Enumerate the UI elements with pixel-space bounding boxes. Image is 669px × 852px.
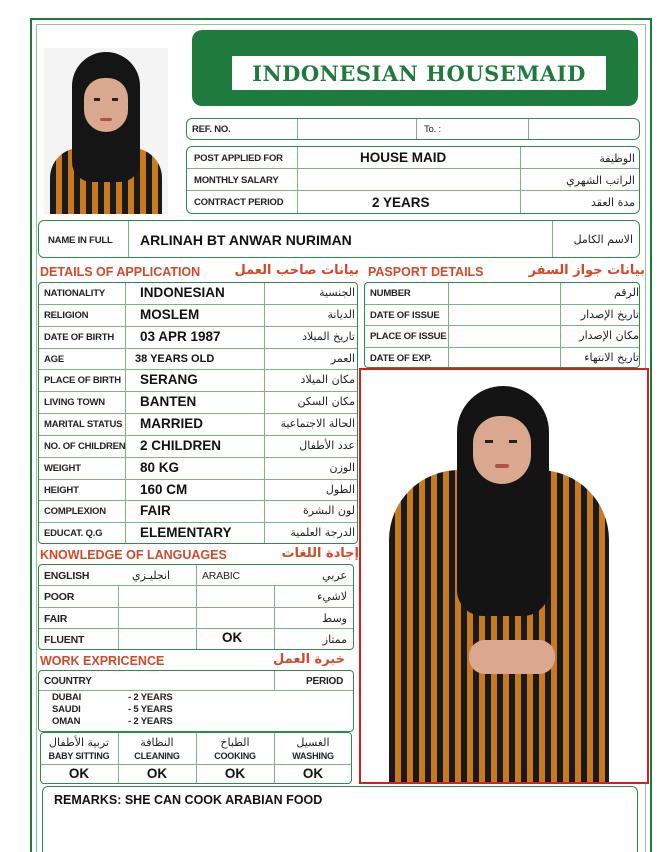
full-body-photo [359,368,649,784]
row-divider [39,369,357,370]
ref-no-row [186,118,640,140]
skill-label: BABY SITTING [48,751,110,761]
name-ar: الاسم الكامل [573,233,633,246]
work-title-ar: خبرة العمل [273,652,345,667]
skill-ar: الغسيل [296,736,330,749]
application-row-value: FAIR [140,503,171,519]
country-label: COUNTRY [44,676,92,687]
application-row-label: MARITAL STATUS [44,419,123,430]
remarks-text: REMARKS: SHE CAN COOK ARABIAN FOOD [54,793,323,807]
contract-period-value: 2 YEARS [372,195,430,210]
skill-ar: تربية الأطفال [49,736,109,749]
skill-value: OK [68,766,90,781]
contract-period-ar: مدة العقد [591,196,635,209]
page-title: INDONESIAN HOUSEMAID [232,56,606,90]
application-row-value: 160 CM [140,481,188,497]
level-poor-label: POOR [44,591,75,603]
row-divider [39,326,357,327]
application-title-ar: بيانات صاحب العمل [234,263,359,278]
row-divider [39,391,357,392]
application-row-label: HEIGHT [44,484,79,496]
contract-period-label: CONTRACT PERIOD [194,197,284,208]
passport-row-label: DATE OF ISSUE [370,309,440,321]
skill-label: COOKING [214,751,256,761]
skill-value: OK [302,766,324,781]
row-divider [365,325,639,326]
application-row-value: 2 CHILDREN [140,437,222,453]
application-row-label: NATIONALITY [44,288,105,299]
application-row-value: 03 APR 1987 [140,328,221,344]
arabic-ar: عربي [322,569,347,582]
name-value: ARLINAH BT ANWAR NURIMAN [140,232,352,248]
level-fair-label: FAIR [44,613,68,625]
post-applied-label: POST APPLIED FOR [194,153,283,164]
passport-row-label: PLACE OF ISSUE [370,331,447,342]
skill-ar: النظافة [140,736,174,749]
application-row-label: WEIGHT [44,462,81,474]
row-divider [39,304,357,305]
row-divider [39,457,357,458]
application-row-value: 80 KG [140,459,180,475]
passport-row-ar: تاريخ الإصدار [580,307,639,321]
work-period: - 2 YEARS [128,692,173,703]
work-country: SAUDI [52,704,81,715]
work-period: - 5 YEARS [128,704,173,715]
row-divider [39,500,357,501]
application-row-label: PLACE OF BIRTH [44,375,121,387]
english-ar: انجليـزي [132,569,171,582]
english-label: ENGLISH [44,570,90,582]
row-divider [39,522,357,523]
work-period: - 2 YEARS [128,716,173,727]
application-row-value: MARRIED [140,416,203,431]
ref-no-label: REF. NO. [192,124,231,135]
level-fluent-ar: ممتاز [322,633,347,646]
passport-row-ar: الرقم [613,286,639,299]
application-row-value: MOSLEM [140,306,200,322]
application-row-label: COMPLEXION [44,506,106,518]
passport-row-ar: مكان الإصدار [579,329,639,342]
passport-row-label: DATE OF EXP. [370,352,432,364]
name-label: NAME IN FULL [48,235,113,246]
application-row-ar: الديانة [327,307,355,321]
application-row-ar: مكان الميلاد [300,373,355,387]
application-row-label: AGE [44,353,64,365]
skill-label: WASHING [292,751,334,761]
row-divider [39,348,357,349]
application-row-value: INDONESIAN [140,285,225,300]
application-row-label: DATE OF BIRTH [44,331,115,343]
application-row-ar: مكان السكن [297,395,355,409]
work-country: DUBAI [52,692,82,703]
languages-title-ar: إجادة اللغات [281,546,359,561]
application-row-ar: الطول [325,482,355,496]
passport-row-label: NUMBER [370,288,411,299]
application-title: DETAILS OF APPLICATION [40,265,201,279]
level-fair-ar: وسط [322,612,347,625]
period-label: PERIOD [306,676,344,687]
application-row-ar: عدد الأطفال [299,438,355,452]
to-label: To. : [424,124,441,135]
work-country: OMAN [52,716,81,727]
skill-ar: الطباخ [220,736,250,749]
application-row-label: LIVING TOWN [44,397,105,409]
level-fluent-label: FLUENT [44,634,85,646]
passport-title: PASPORT DETAILS [368,265,484,279]
application-row-label: NO. OF CHILDREN [44,440,126,452]
monthly-salary-label: MONTHLY SALARY [194,175,279,186]
languages-title: KNOWLEDGE OF LANGUAGES [40,548,227,562]
application-row-value: SERANG [140,372,198,388]
skill-label: CLEANING [134,751,180,761]
application-row-ar: تاريخ الميلاد [302,329,355,343]
arabic-label: ARABIC [202,570,240,582]
skill-value: OK [224,766,246,781]
passport-title-ar: بيانات جواز السفر [528,263,645,278]
application-row-ar: الوزن [329,460,355,474]
post-applied-ar: الوظيفة [599,152,635,165]
post-applied-value: HOUSE MAID [360,150,447,165]
small-portrait-photo [44,48,168,214]
application-row-value: ELEMENTARY [140,525,232,541]
work-title: WORK EXPRICENCE [40,654,165,668]
application-row-ar: الجنسية [319,286,355,299]
application-row-ar: الدرجة العلمية [290,526,355,540]
application-row-ar: الحالة الاجتماعية [280,417,355,430]
row-divider [365,304,639,305]
fluent-arabic-value: OK [222,630,243,645]
row-divider [39,435,357,436]
application-row-label: RELIGION [44,309,89,321]
application-row-ar: العمر [330,351,355,365]
monthly-salary-ar: الراتب الشهري [566,174,635,187]
application-row-value: 38 YEARS OLD [135,352,215,365]
passport-row-ar: تاريخ الانتهاء [584,350,639,364]
row-divider [39,479,357,480]
application-row-value: BANTEN [140,394,197,410]
level-poor-ar: لاشيء [317,590,347,603]
skill-value: OK [146,766,168,781]
row-divider [39,413,357,414]
application-row-ar: لون البشرة [303,504,355,518]
row-divider [365,347,639,348]
application-row-label: EDUCAT. Q.G [44,528,103,540]
